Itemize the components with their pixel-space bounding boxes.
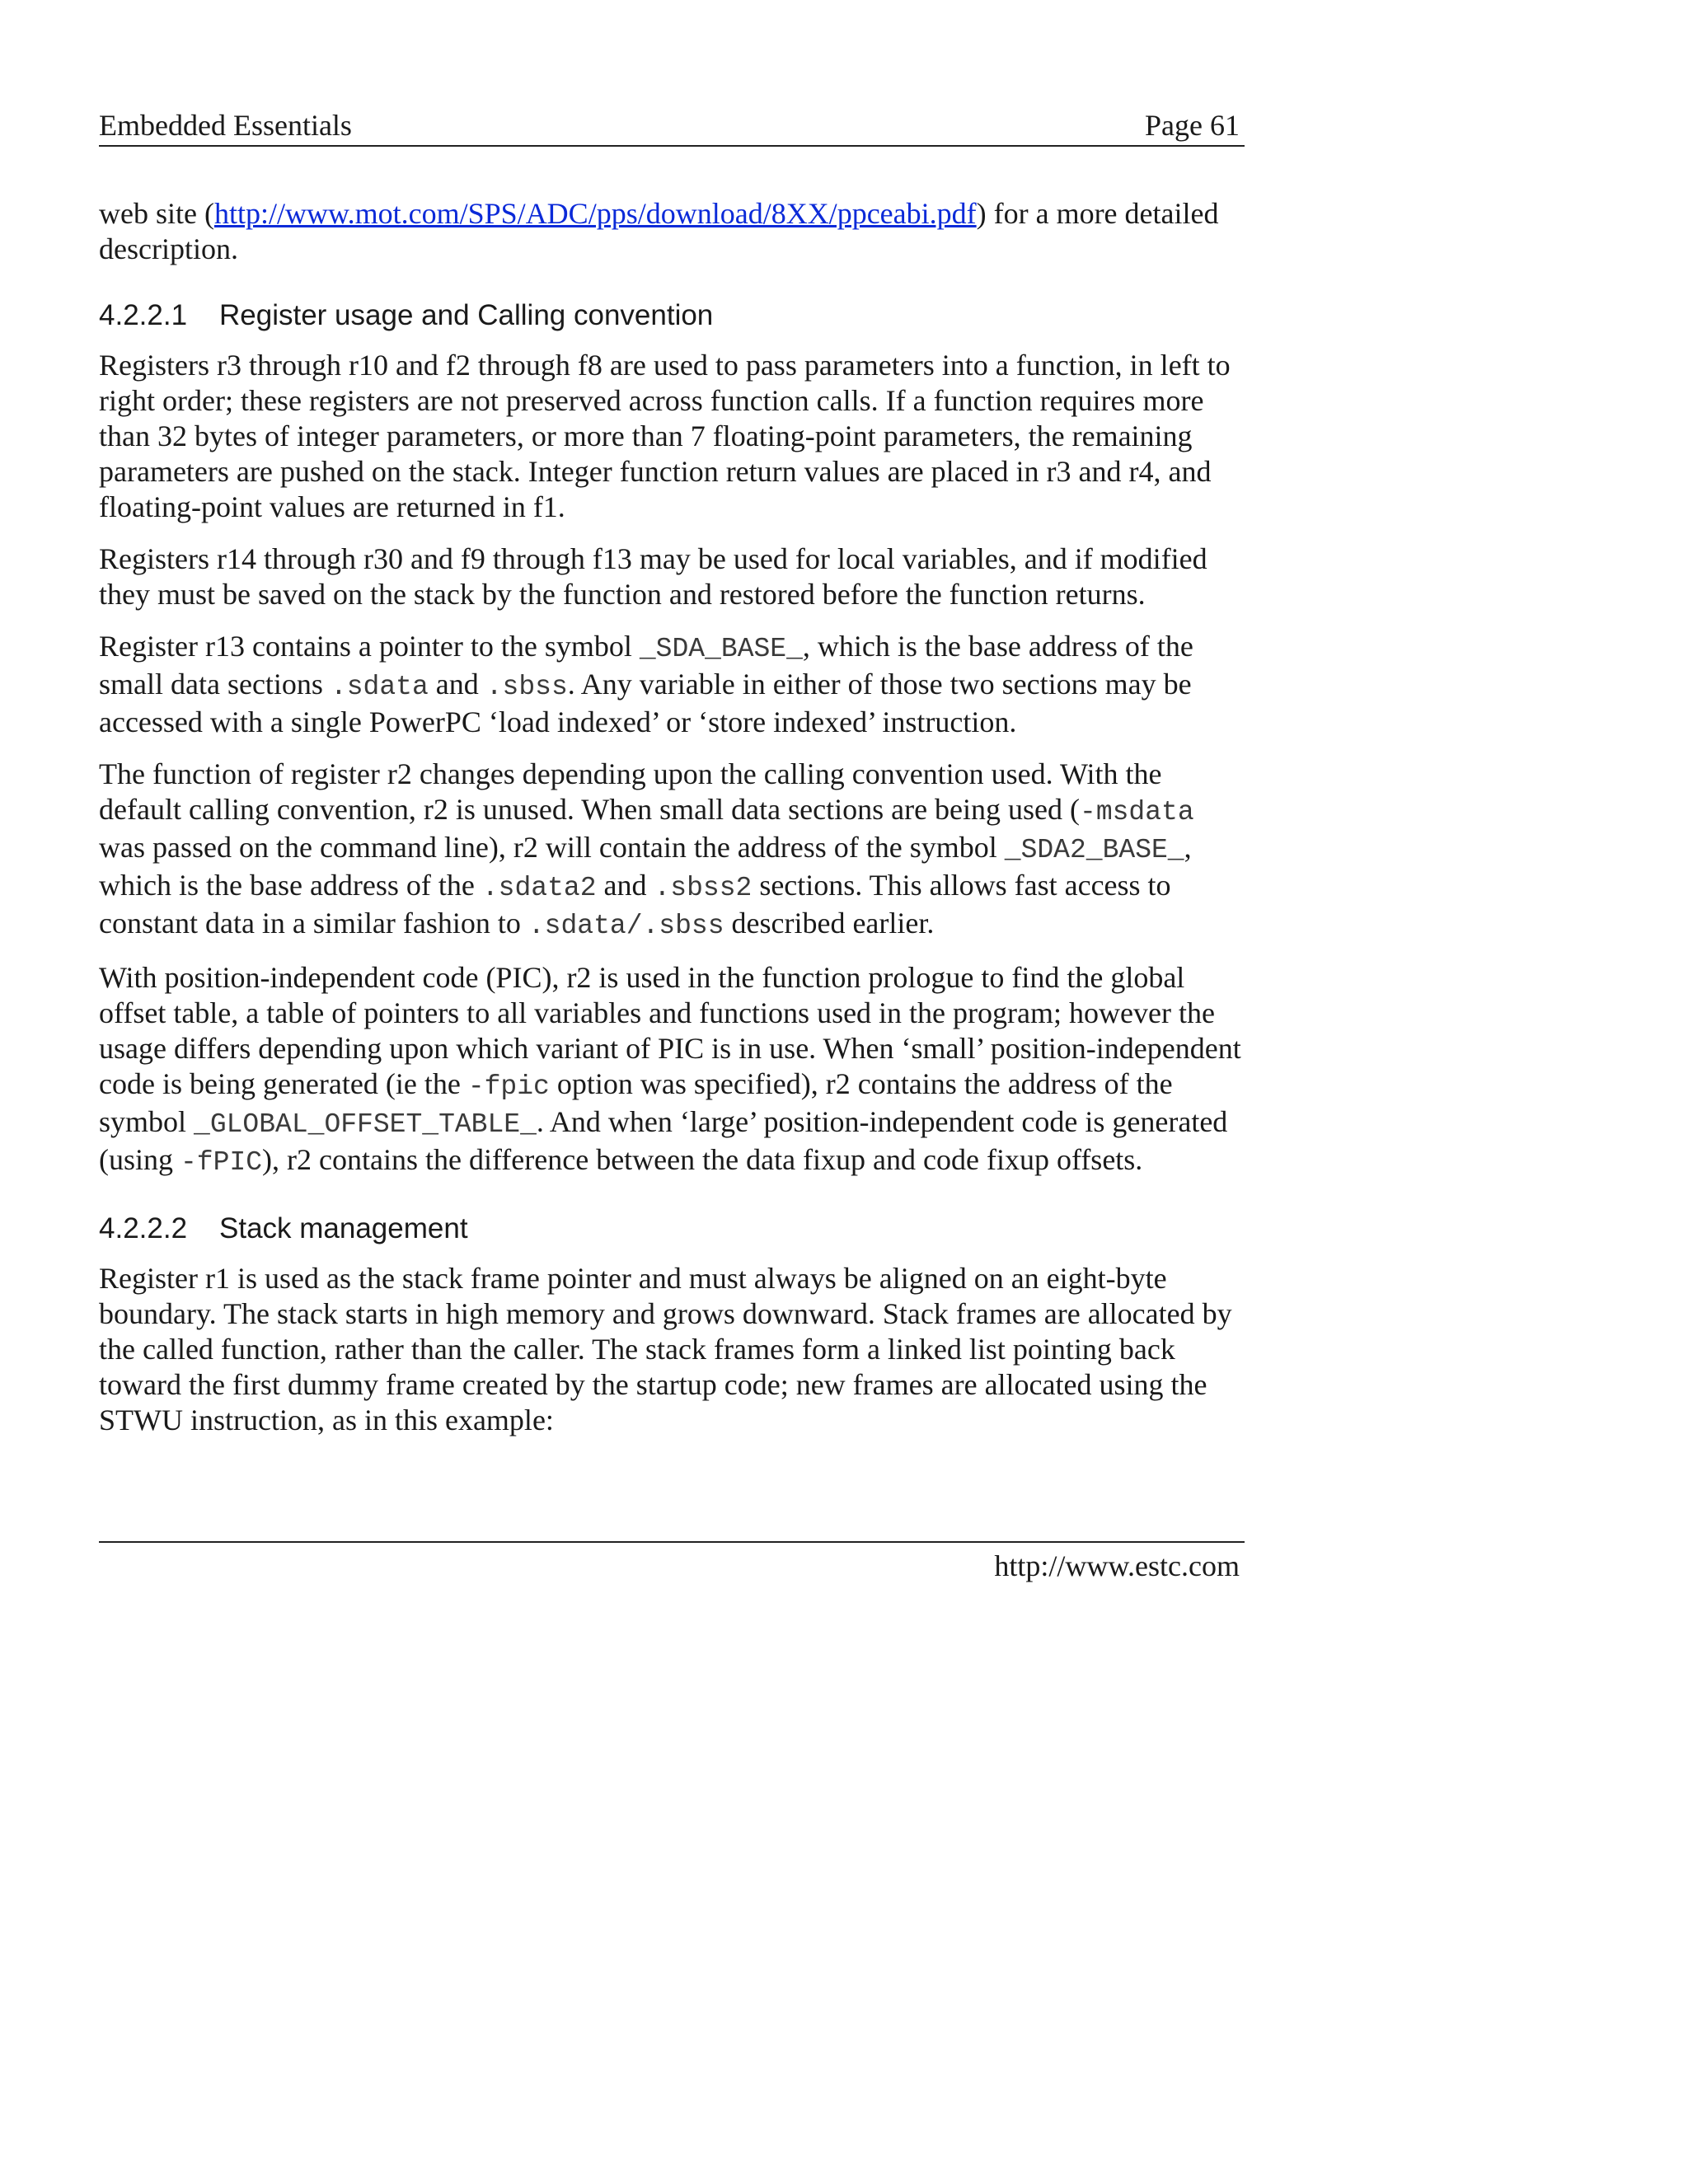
code-sdata: .sdata (330, 672, 429, 702)
section-number: 4.2.2.2 (99, 1212, 188, 1244)
code-sbss2: .sbss2 (654, 873, 753, 903)
code-fpic: -fpic (467, 1071, 550, 1102)
text-run: and (428, 668, 486, 701)
code-fPIC: -fPIC (181, 1147, 263, 1178)
text-run: ), r2 contains the difference between the data fixup and code fixup offsets. (262, 1143, 1143, 1176)
page-content (99, 196, 1245, 1455)
code-sda2-base: _SDA2_BASE_ (1004, 835, 1184, 865)
footer-url: http://www.estc.com (994, 1549, 1240, 1582)
ppceabi-link[interactable]: http://www.mot.com/SPS/ADC/pps/download/8XX/ppceabi.pdf (213, 197, 977, 230)
intro-prefix: web site ( (99, 197, 214, 230)
text-run: described earlier. (724, 907, 935, 940)
paragraph-stack: Register r1 is used as the stack frame pointer and must always be aligned on an eight-byte boundary. The stack starts in high memory and grows downward. Stack frames are allocated by the called function, rather than the caller. The stack frames form a linked list pointing back toward the first dummy frame created by the startup code; new frames are allocated using the STWU instruction, as in this example: (99, 1262, 1232, 1436)
intro-suffix: ) for a more detailed description. (99, 197, 1219, 265)
paragraph-parameters: Registers r3 through r10 and f2 through f8 are used to pass parameters into a function, in left to right order; these registers are not preserved across function calls. If a function requires more than 32 bytes of integer parameters, or more than 7 floating-point parameters, the remaining parameters are pushed on the stack. Integer function return values are placed in r3 and r4, and floating-point values are returned in f1. (99, 349, 1231, 523)
code-sdata-sbss: .sdata/.sbss (528, 911, 724, 941)
text-run: option was specified), r2 contains the address of the symbol (99, 1067, 1173, 1138)
paragraph-pic (99, 960, 1245, 1180)
text-run: , which is the base address of the (99, 831, 1192, 902)
paragraph-r13 (99, 629, 1245, 740)
intro-paragraph (99, 196, 1245, 267)
code-msdata: -msdata (1080, 797, 1194, 827)
code-global-offset-table: _GLOBAL_OFFSET_TABLE_ (194, 1109, 537, 1140)
section-heading-register-usage (99, 297, 1245, 335)
paragraph-local-variables: Registers r14 through r30 and f9 through f13 may be used for local variables, and if modified they must be saved on the stack by the function and restored before the function returns. (99, 542, 1207, 611)
text-run: . Any variable in either of those two sections may be accessed with a single PowerPC ‘load indexed’ or ‘store indexed’ instruction. (99, 668, 1192, 738)
page-footer (99, 1541, 1245, 1582)
page-number: Page 61 (1145, 109, 1240, 142)
text-run: was passed on the command line), r2 will contain the address of the symbol (99, 831, 1005, 864)
section-title: Stack management (219, 1212, 468, 1244)
code-sdata2: .sdata2 (481, 873, 597, 903)
section-title: Register usage and Calling convention (219, 299, 714, 331)
section-number: 4.2.2.1 (99, 299, 188, 331)
text-run: sections. This allows fast access to constant data in a similar fashion to (99, 869, 1171, 940)
text-run: and (596, 869, 654, 902)
paragraph-r2 (99, 757, 1245, 944)
text-run: . And when ‘large’ position-independent code is generated (using (99, 1105, 1228, 1176)
code-sbss: .sbss (485, 672, 568, 702)
section-heading-stack-management (99, 1210, 1245, 1248)
text-run: , which is the base address of the small data sections (99, 630, 1193, 701)
text-run: With position-independent code (PIC), r2 is used in the function prologue to find the global offset table, a table of pointers to all variables and functions used in the program; however the usage differs depending upon which variant of PIC is in use. When ‘small’ position-independent code is being generated (ie the (99, 961, 1241, 1100)
header-title: Embedded Essentials (99, 109, 352, 142)
page-header (99, 105, 1245, 147)
code-sda-base: _SDA_BASE_ (639, 634, 803, 664)
text-run: The function of register r2 changes depending upon the calling convention used. With the default calling convention, r2 is unused. When small data sections are being used ( (99, 757, 1162, 826)
text-run: Register r13 contains a pointer to the symbol (99, 630, 640, 663)
